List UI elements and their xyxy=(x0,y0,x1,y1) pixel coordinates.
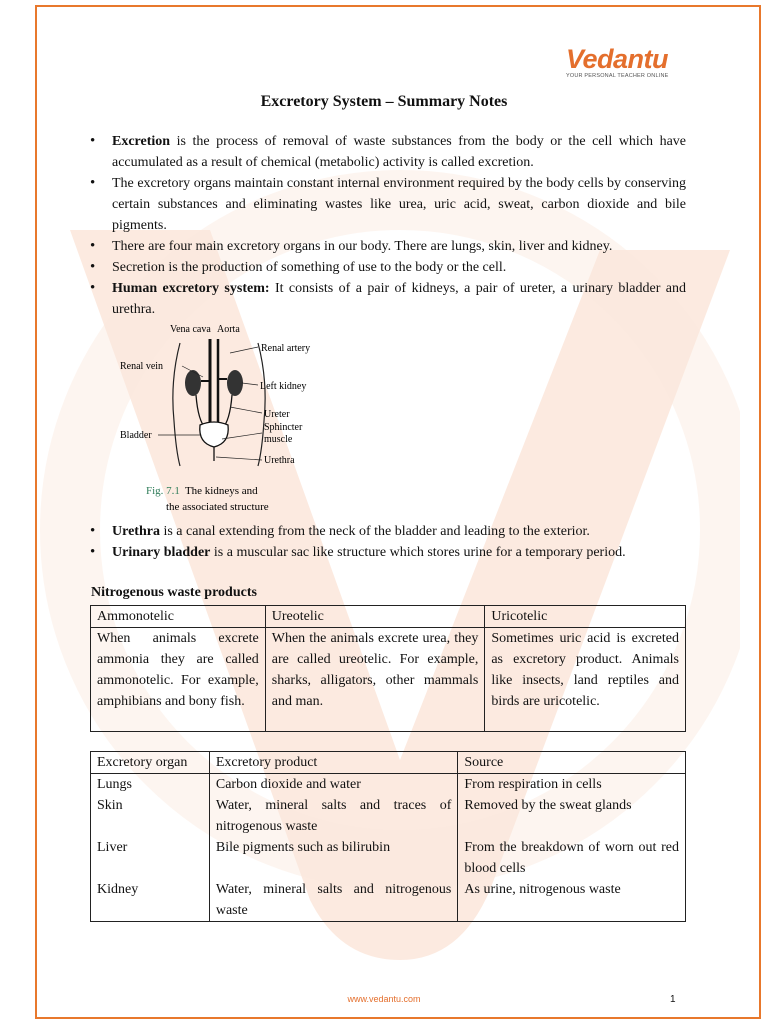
bullet-item: • Urethra is a canal extending from the neck of the bladder and leading to the exterior. xyxy=(90,521,686,542)
intro-bullet-list xyxy=(90,131,686,320)
bullet-item: • There are four main excretory organs in our body. There are lungs, skin, liver and kidney. xyxy=(90,236,686,257)
table-cell: Water, mineral salts and traces of nitrogenous waste xyxy=(209,795,458,837)
table-cell: When the animals excrete urea, they are called ureotelic. For example, sharks, alligators, other mammals and man. xyxy=(265,628,485,732)
logo-tagline: YOUR PERSONAL TEACHER ONLINE xyxy=(566,73,669,79)
caption-fig-number: Fig. 7.1 xyxy=(146,485,180,497)
table-cell: Removed by the sweat glands xyxy=(458,795,686,837)
table-header-cell: Ureotelic xyxy=(265,606,485,628)
footer-url-link[interactable]: www.vedantu.com xyxy=(347,994,421,1004)
table-header-row xyxy=(91,606,686,628)
bullet-item: • Urinary bladder is a muscular sac like structure which stores urine for a temporary period. xyxy=(90,542,686,563)
svg-text:Fig. 7.1The kidneys and xyxy=(146,485,258,497)
urinary-bullet-list xyxy=(90,521,686,563)
kidney-diagram xyxy=(118,321,328,516)
page-number: 1 xyxy=(670,994,676,1005)
excretory-organ-table xyxy=(90,751,686,922)
label-renal-artery: Renal artery xyxy=(261,343,311,354)
page-title: Excretory System – Summary Notes xyxy=(260,93,508,110)
table-cell: Lungs xyxy=(91,774,210,796)
table-cell: Water, mineral salts and nitrogenous waste xyxy=(209,879,458,922)
bullet-item: • Human excretory system: It consists of a pair of kidneys, a pair of ureter, a urinary bladder and urethra. xyxy=(90,278,686,320)
table-row xyxy=(91,628,686,732)
table-header-row xyxy=(91,752,686,774)
label-muscle: muscle xyxy=(264,434,293,445)
table-header-cell: Source xyxy=(458,752,686,774)
table-cell: Skin xyxy=(91,795,210,837)
vedantu-logo xyxy=(566,44,682,86)
table-header-cell: Excretory organ xyxy=(91,752,210,774)
table-cell: When animals excrete ammonia they are called ammonotelic. For example, amphibians and bony fish. xyxy=(91,628,266,732)
caption-line-1: The kidneys and xyxy=(184,485,258,497)
bullet-item: • Secretion is the production of something of use to the body or the cell. xyxy=(90,257,686,278)
label-ureter: Ureter xyxy=(264,409,290,420)
table-row xyxy=(91,774,686,796)
table-cell: Carbon dioxide and water xyxy=(209,774,458,796)
table-header-cell: Ammonotelic xyxy=(91,606,266,628)
table-row xyxy=(91,879,686,922)
table-cell: Sometimes uric acid is excreted as excretory product. Animals like insects, land reptiles and birds are uricotelic. xyxy=(485,628,686,732)
bullet-item: • Excretion is the process of removal of waste substances from the body or the cell which have accumulated as a result of chemical (metabolic) activity is called excretion. xyxy=(90,131,686,173)
logo-wordmark: Vedantu xyxy=(566,44,669,74)
table-cell: From the breakdown of worn out red blood cells xyxy=(458,837,686,879)
label-sphincter: Sphincter xyxy=(264,422,303,433)
table-cell: Liver xyxy=(91,837,210,879)
label-urethra: Urethra xyxy=(264,455,295,466)
table-row xyxy=(91,837,686,879)
table-cell: As urine, nitrogenous waste xyxy=(458,879,686,922)
table-cell: Bile pigments such as bilirubin xyxy=(209,837,458,879)
table-row xyxy=(91,795,686,837)
table-cell: Kidney xyxy=(91,879,210,922)
table-header-cell: Excretory product xyxy=(209,752,458,774)
label-left-kidney: Left kidney xyxy=(260,381,307,392)
nitrogenous-heading: Nitrogenous waste products xyxy=(91,585,257,600)
label-aorta: Aorta xyxy=(217,324,240,335)
bullet-item: • The excretory organs maintain constant internal environment required by the body cells by conserving certain substances and eliminating wastes like urea, uric acid, sweat, carbon dioxide and bile pigments. xyxy=(90,173,686,236)
table-header-cell: Uricotelic xyxy=(485,606,686,628)
label-vena-cava: Vena cava xyxy=(170,324,211,335)
caption-line-2: the associated structure xyxy=(166,501,269,513)
label-renal-vein: Renal vein xyxy=(120,361,164,372)
nitrogenous-table xyxy=(90,605,686,732)
label-bladder: Bladder xyxy=(120,430,152,441)
table-cell: From respiration in cells xyxy=(458,774,686,796)
